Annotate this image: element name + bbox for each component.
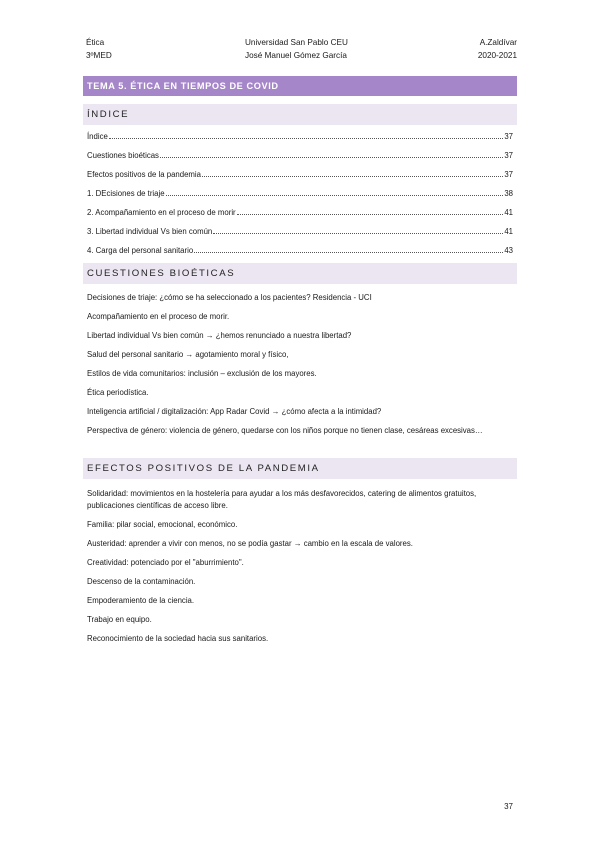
positive-effects-item: Descenso de la contaminación. — [87, 577, 196, 586]
toc-entry[interactable] — [87, 222, 513, 241]
header-course: 3ºMED — [86, 51, 112, 60]
toc-entry-label: Índice — [87, 132, 108, 141]
toc-leader-dots — [160, 157, 503, 158]
toc-entry-label: 3. Libertad individual Vs bien común — [87, 227, 213, 236]
toc-entry-page: 37 — [504, 151, 513, 160]
positive-effects-item: Familia: pilar social, emocional, económico. — [87, 520, 238, 529]
toc-leader-dots — [194, 252, 503, 253]
toc-entry-page: 37 — [504, 132, 513, 141]
header-university: Universidad San Pablo CEU — [245, 38, 348, 47]
positive-effects-item: Trabajo en equipo. — [87, 615, 152, 624]
bioethics-item: Inteligencia artificial / digitalización: App Radar Covid → ¿cómo afecta a la intimidad? — [87, 407, 382, 416]
bioethics-item: Decisiones de triaje: ¿cómo se ha seleccionado a los pacientes? Residencia - UCI — [87, 293, 372, 302]
toc-entry-page: 41 — [504, 208, 513, 217]
toc-entry-page: 38 — [504, 189, 513, 198]
bioethics-item: Acompañamiento en el proceso de morir. — [87, 312, 230, 321]
bioethics-item: Libertad individual Vs bien común → ¿hemos renunciado a nuestra libertad? — [87, 331, 352, 340]
header-right — [478, 36, 517, 62]
toc-entry[interactable] — [87, 165, 513, 184]
table-of-contents — [87, 127, 513, 260]
positive-effects-item: Empoderamiento de la ciencia. — [87, 596, 195, 605]
header-professor: A.Zaldívar — [479, 38, 517, 47]
toc-leader-dots — [109, 138, 504, 139]
toc-leader-dots — [237, 214, 504, 215]
bioethics-list — [87, 292, 513, 444]
toc-entry-label: 2. Acompañamiento en el proceso de morir — [87, 208, 236, 217]
main-title: TEMA 5. ÉTICA EN TIEMPOS DE COVID — [83, 76, 517, 96]
header-center — [245, 36, 348, 62]
bioethics-item: Salud del personal sanitario → agotamiento moral y físico, — [87, 350, 289, 359]
toc-entry[interactable] — [87, 127, 513, 146]
toc-entry-page: 41 — [504, 227, 513, 236]
positive-effects-item: Austeridad: aprender a vivir con menos, no se podía gastar → cambio en la escala de valores. — [87, 539, 413, 548]
toc-entry[interactable] — [87, 241, 513, 260]
bioethics-heading: CUESTIONES BIOÉTICAS — [83, 263, 517, 284]
toc-leader-dots — [166, 195, 504, 196]
header-year: 2020-2021 — [477, 51, 517, 60]
toc-entry-label: 1. DEcisiones de triaje — [87, 189, 165, 198]
toc-entry-label: Cuestiones bioéticas — [87, 151, 159, 160]
toc-leader-dots — [202, 176, 503, 177]
header-subject: Ética — [86, 38, 105, 47]
toc-entry-label: 4. Carga del personal sanitario — [87, 246, 194, 255]
positive-effects-list — [87, 488, 513, 652]
header-left — [86, 36, 112, 62]
bioethics-item: Perspectiva de género: violencia de género, quedarse con los niños porque no tienen clase, cesáreas excesivas… — [87, 426, 483, 435]
header-author: José Manuel Gómez García — [245, 51, 347, 60]
toc-leader-dots — [213, 233, 503, 234]
toc-entry-page: 43 — [504, 246, 513, 255]
positive-effects-item: Reconocimiento de la sociedad hacia sus sanitarios. — [87, 634, 269, 643]
page-number: 37 — [504, 802, 513, 811]
positive-effects-item: Solidaridad: movimientos en la hostelería para ayudar a los más desfavorecidos, catering de alimentos gratuitos, publicaciones científicas de acceso libre. — [87, 489, 477, 510]
toc-entry[interactable] — [87, 184, 513, 203]
index-heading: ÍNDICE — [83, 104, 517, 125]
positive-effects-item: Creatividad: potenciado por el "aburrimiento". — [87, 558, 244, 567]
bioethics-item: Estilos de vida comunitarios: inclusión – exclusión de los mayores. — [87, 369, 317, 378]
toc-entry-label: Efectos positivos de la pandemia — [87, 170, 201, 179]
bioethics-item: Ética periodística. — [87, 388, 149, 397]
positive-effects-heading: EFECTOS POSITIVOS DE LA PANDEMIA — [83, 458, 517, 479]
toc-entry[interactable] — [87, 203, 513, 222]
toc-entry-page: 37 — [504, 170, 513, 179]
toc-entry[interactable] — [87, 146, 513, 165]
